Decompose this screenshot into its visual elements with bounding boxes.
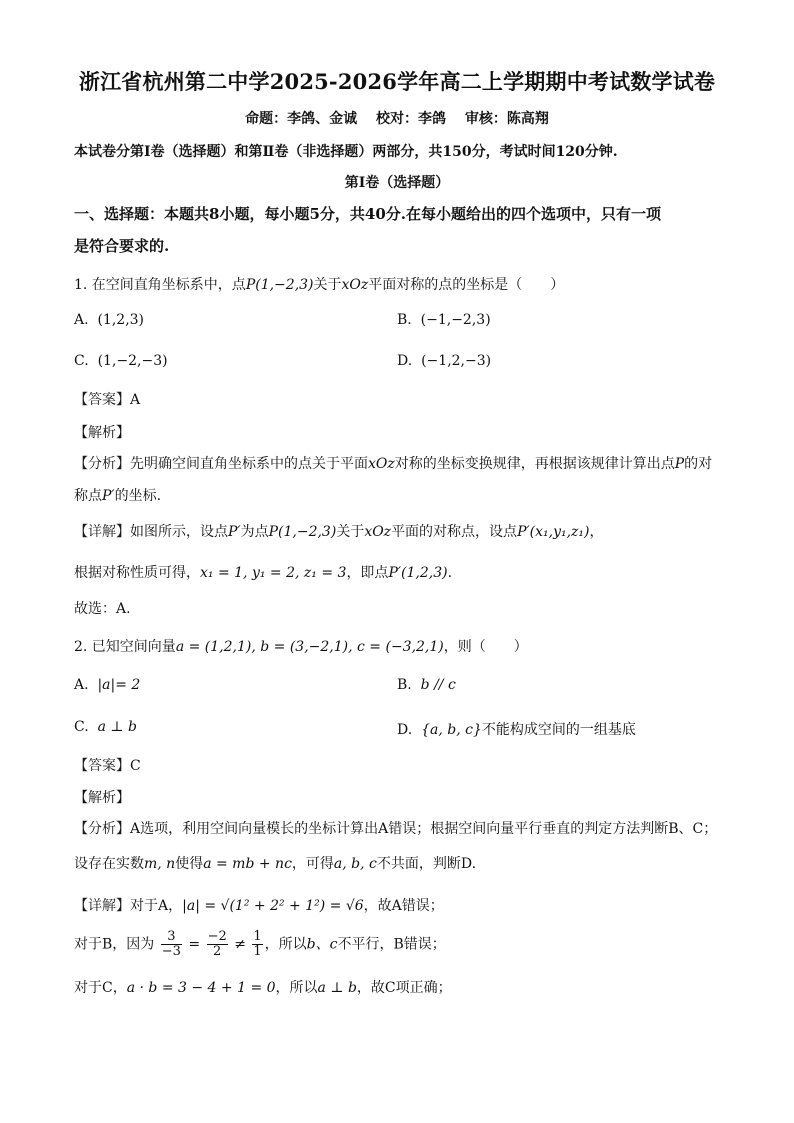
relation: a ⊥ b: [317, 980, 357, 996]
option-value: |a|= 2: [97, 677, 141, 693]
point: P′(x₁,y₁,z₁): [517, 524, 590, 540]
answer-value: A: [130, 392, 141, 408]
q2-option-c: [74, 719, 137, 735]
q2-xiangjie-a: [74, 895, 444, 915]
text: 根据对称性质可得，: [74, 565, 200, 581]
numerator: 1: [253, 929, 262, 944]
option-value: a ⊥ b: [97, 719, 137, 735]
instructions-line-2: 是符合要求的.: [74, 237, 170, 255]
q1-stem-text-c: 平面对称的点的坐标是（ ）: [368, 277, 565, 293]
option-label: D.: [397, 722, 413, 738]
text: 对于A，: [130, 898, 183, 914]
vector-set: {a, b, c}: [421, 722, 482, 738]
option-label: C.: [74, 719, 89, 735]
text: ，所以: [275, 980, 318, 996]
text: 2. 已知空间向量: [74, 639, 176, 655]
text: ，故C项正确；: [356, 980, 452, 996]
text: 先明确空间直角坐标系中的点关于平面: [130, 456, 368, 472]
answer-tag: 【答案】: [74, 392, 130, 408]
text: 不共面，判断D.: [376, 856, 477, 872]
option-value: (−1,2,−3): [421, 353, 492, 369]
point-label: P′: [228, 524, 241, 540]
text: 对于C，: [74, 980, 127, 996]
point-label: P: [674, 456, 685, 472]
option-label: B.: [397, 312, 412, 328]
vectors: b、c: [306, 936, 338, 953]
q1-option-b: [397, 312, 491, 328]
q1-answer: [74, 389, 140, 409]
text: 使得: [175, 856, 204, 872]
vector-definitions: a = (1,2,1), b = (3,−2,1), c = (−3,2,1): [175, 639, 444, 655]
text: ，即点: [346, 565, 389, 581]
numerator: −2: [207, 929, 227, 944]
text: 关于: [336, 524, 365, 540]
q1-option-a: [74, 312, 144, 328]
equation: |a| = √(1² + 2² + 1²) = √6: [182, 898, 364, 914]
option-label: D.: [397, 353, 413, 369]
fenxi-tag: 【分析】: [74, 456, 130, 472]
option-label: B.: [397, 677, 412, 693]
fraction-2: [207, 930, 228, 959]
q1-xiangjie-line-2: [74, 562, 452, 582]
text: ，所以: [264, 936, 307, 953]
option-label: A.: [74, 312, 89, 328]
option-label: A.: [74, 677, 89, 693]
text: 对称的坐标变换规律，再根据该规律计算出点: [394, 456, 675, 472]
option-value: (−1,−2,3): [420, 312, 491, 328]
exam-intro: 本试卷分第Ⅰ卷（选择题）和第Ⅱ卷（非选择题）两部分，共150分，考试时间120分钟.: [74, 144, 618, 160]
q1-choose: 故选：A.: [74, 601, 131, 617]
xiangjie-tag: 【详解】: [74, 898, 130, 914]
xiangjie-tag: 【详解】: [74, 524, 130, 540]
q2-analysis-tag: 【解析】: [74, 790, 130, 806]
q1-fenxi-line-2: [74, 485, 161, 505]
text: ，: [589, 524, 604, 540]
fenxi-tag: 【分析】: [74, 821, 130, 837]
option-value: (1,2,3): [97, 312, 145, 328]
option-value: b // c: [420, 677, 456, 693]
text: ，则（ ）: [443, 639, 528, 655]
text: ，故A错误；: [363, 898, 444, 914]
q1-stem-text-b: 关于: [313, 277, 342, 293]
text: ，可得: [291, 856, 334, 872]
q2-fenxi-line-2: [74, 853, 476, 873]
text: 为点: [240, 524, 269, 540]
denominator: 1: [253, 944, 262, 959]
q1-analysis-tag: 【解析】: [74, 425, 130, 441]
q2-option-b: [397, 677, 456, 693]
fraction-3: [252, 930, 262, 959]
option-value: (1,−2,−3): [97, 353, 168, 369]
answer-value: C: [130, 758, 141, 774]
fraction-1: [161, 930, 182, 959]
q1-xiangjie-line-1: [74, 521, 604, 541]
variables: m, n: [144, 856, 176, 872]
point-label: P′: [102, 488, 115, 504]
point: P(1,−2,3): [268, 524, 337, 540]
q2-xiangjie-b: 对于B，因为 $\frac{3}{-3}$ = $\frac{-2}{2}$ ≠ $\frac{1}{1}$ ，所以b、c不平行，B错误；: [74, 929, 446, 959]
text: 对于B，因为: [74, 936, 155, 953]
denominator: 2: [213, 944, 222, 959]
text: 的对: [684, 456, 713, 472]
denominator: −3: [161, 944, 181, 959]
q1-point: P(1,−2,3): [245, 277, 314, 293]
exam-title: 浙江省杭州第二中学2025-2026学年高二上学期期中考试数学试卷: [78, 69, 716, 94]
q2-option-d: [397, 719, 636, 739]
q1-plane: xOz: [341, 277, 369, 293]
instructions-line-1: 一、选择题：本题共8小题，每小题5分，共40分.在每小题给出的四个选项中，只有一项: [74, 205, 661, 223]
equation: a = mb + nc: [203, 856, 292, 872]
text: 设存在实数: [74, 856, 144, 872]
answer-tag: 【答案】: [74, 758, 130, 774]
q2-answer: [74, 755, 141, 775]
q2-stem: [74, 636, 528, 656]
point: P′(1,2,3): [388, 565, 448, 581]
vectors: a, b, c: [333, 856, 377, 872]
text: A选项，利用空间向量模长的坐标计算出A错误；根据空间向量平行垂直的判定方法判断B、C；: [130, 821, 718, 837]
option-label: C.: [74, 353, 89, 369]
text: 如图所示，设点: [130, 524, 228, 540]
exam-authors: 命题：李鸽、金诚 校对：李鸽 审核：陈高翔: [245, 111, 549, 127]
equation: x₁ = 1, y₁ = 2, z₁ = 3: [200, 565, 347, 581]
q1-stem-text: 1. 在空间直角坐标系中，点: [74, 277, 246, 293]
section-heading: 第Ⅰ卷（选择题）: [344, 175, 450, 191]
text: 的坐标.: [114, 488, 162, 504]
plane: xOz: [368, 456, 395, 472]
text: 平面的对称点，设点: [391, 524, 518, 540]
q1-fenxi-line-1: [74, 453, 712, 473]
equation: a · b = 3 − 4 + 1 = 0: [126, 980, 276, 996]
text: 称点: [74, 488, 102, 504]
option-value: 不能构成空间的一组基底: [481, 722, 636, 738]
q2-option-a: [74, 677, 140, 693]
text: 不平行，B错误；: [337, 936, 446, 953]
plane: xOz: [364, 524, 392, 540]
q1-option-d: [397, 353, 491, 369]
q1-stem: [74, 274, 564, 294]
numerator: 3: [161, 930, 182, 945]
q2-fenxi-line-1: [74, 818, 717, 838]
q1-option-c: [74, 353, 168, 369]
text: .: [447, 565, 453, 581]
q2-xiangjie-c: [74, 977, 452, 997]
